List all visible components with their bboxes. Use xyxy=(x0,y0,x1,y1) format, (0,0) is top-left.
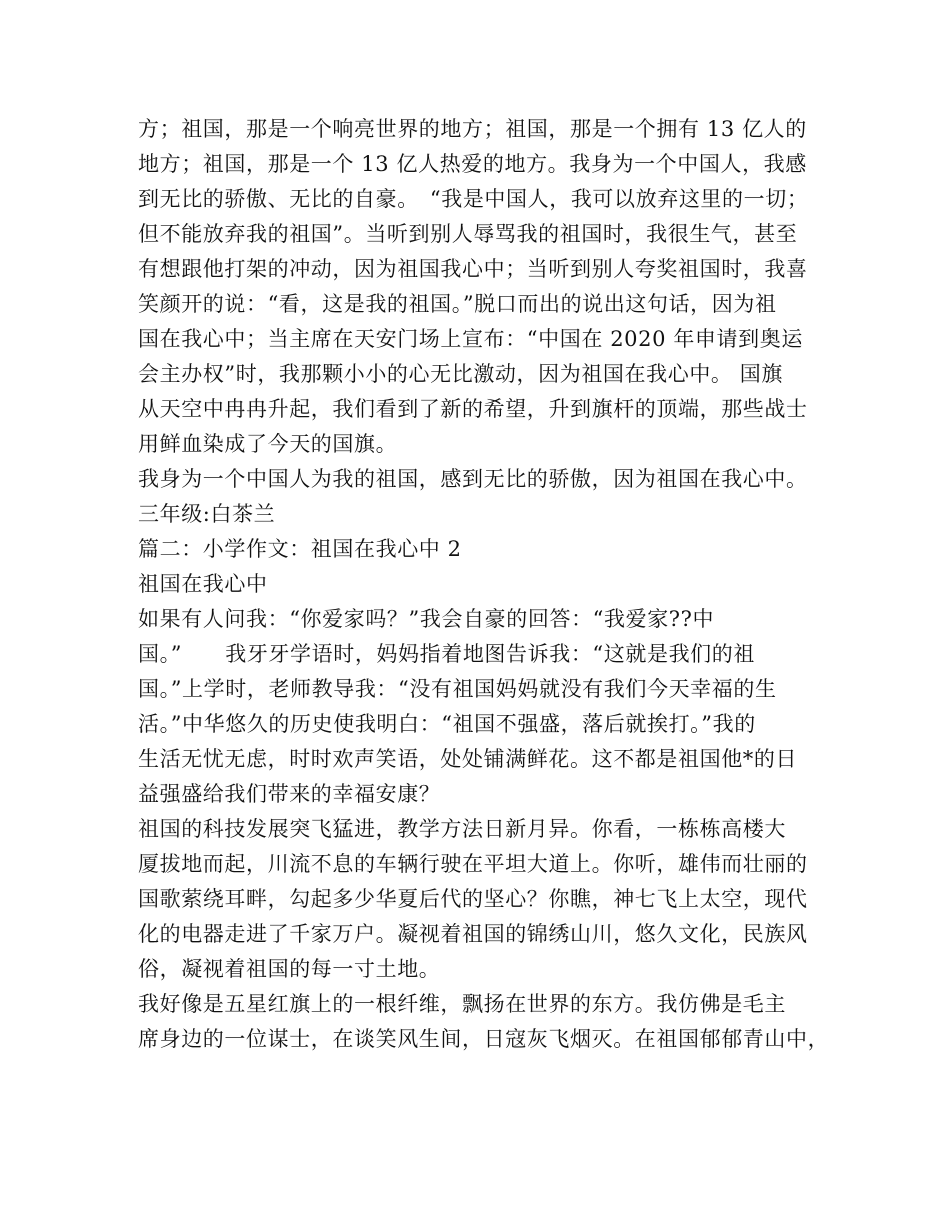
text-line: 从天空中冉冉升起，我们看到了新的希望，升到旗杆的顶端，那些战士 xyxy=(138,397,808,421)
text-line: 我身为一个中国人为我的祖国，感到无比的骄傲，因为祖国在我心中。 xyxy=(138,467,808,491)
text-line: 化的电器走进了千家万户。凝视着祖国的锦绣山川，悠久文化，民族风 xyxy=(138,922,808,946)
text-line: 我好像是五星红旗上的一根纤维，飘扬在世界的东方。我仿佛是毛主 xyxy=(138,992,786,1016)
text-line: 活。”中华悠久的历史使我明白：“祖国不强盛，落后就挨打。”我的 xyxy=(138,712,756,736)
text-line: 国歌萦绕耳畔，勾起多少华夏后代的坚心？你瞧，神七飞上太空，现代 xyxy=(138,887,808,911)
text-line: 会主办权”时，我那颗小小的心无比激动，因为祖国在我心中。 国旗 xyxy=(138,362,784,386)
essay-title: 祖国在我心中 xyxy=(138,572,268,596)
text-line: 用鲜血染成了今天的国旗。 xyxy=(138,432,398,456)
text-line: 但不能放弃我的祖国”。当听到别人辱骂我的祖国时，我很生气，甚至 xyxy=(138,222,798,246)
section-heading: 篇二：小学作文：祖国在我心中 2 xyxy=(138,537,462,561)
text-line: 三年级:白茶兰 xyxy=(138,502,276,526)
text-line: 益强盛给我们带来的幸福安康？ xyxy=(138,782,441,806)
text-line: 有想跟他打架的冲动，因为祖国我心中；当听到别人夸奖祖国时，我喜 xyxy=(138,257,808,281)
text-line: 笑颜开的说：“看，这是我的祖国。”脱口而出的说出这句话，因为祖 xyxy=(138,292,777,316)
text-line: 席身边的一位谋士，在谈笑风生间，日寇灰飞烟灭。在祖国郁郁青山中， xyxy=(138,1027,830,1051)
text-line: 国。”上学时，老师教导我：“没有祖国妈妈就没有我们今天幸福的生 xyxy=(138,677,777,701)
text-line: 国。” 我牙牙学语时，妈妈指着地图告诉我：“这就是我们的祖 xyxy=(138,642,755,666)
text-line: 厦拔地而起，川流不息的车辆行驶在平坦大道上。你听，雄伟而壮丽的 xyxy=(138,852,808,876)
text-line: 地方；祖国，那是一个 13 亿人热爱的地方。我身为一个中国人，我感 xyxy=(138,152,807,176)
text-line: 到无比的骄傲、无比的自豪。 “我是中国人，我可以放弃这里的一切； xyxy=(138,187,809,211)
text-line: 方；祖国，那是一个响亮世界的地方；祖国，那是一个拥有 13 亿人的 xyxy=(138,117,807,141)
text-line: 生活无忧无虑，时时欢声笑语，处处铺满鲜花。这不都是祖国他*的日 xyxy=(138,747,798,771)
text-line: 如果有人问我：“你爱家吗？”我会自豪的回答：“我爱家??中 xyxy=(138,607,715,631)
text-line: 俗，凝视着祖国的每一寸土地。 xyxy=(138,957,441,981)
text-line: 祖国的科技发展突飞猛进，教学方法日新月异。你看，一栋栋高楼大 xyxy=(138,817,786,841)
text-line: 国在我心中；当主席在天安门场上宣布：“中国在 2020 年申请到奥运 xyxy=(138,327,803,351)
